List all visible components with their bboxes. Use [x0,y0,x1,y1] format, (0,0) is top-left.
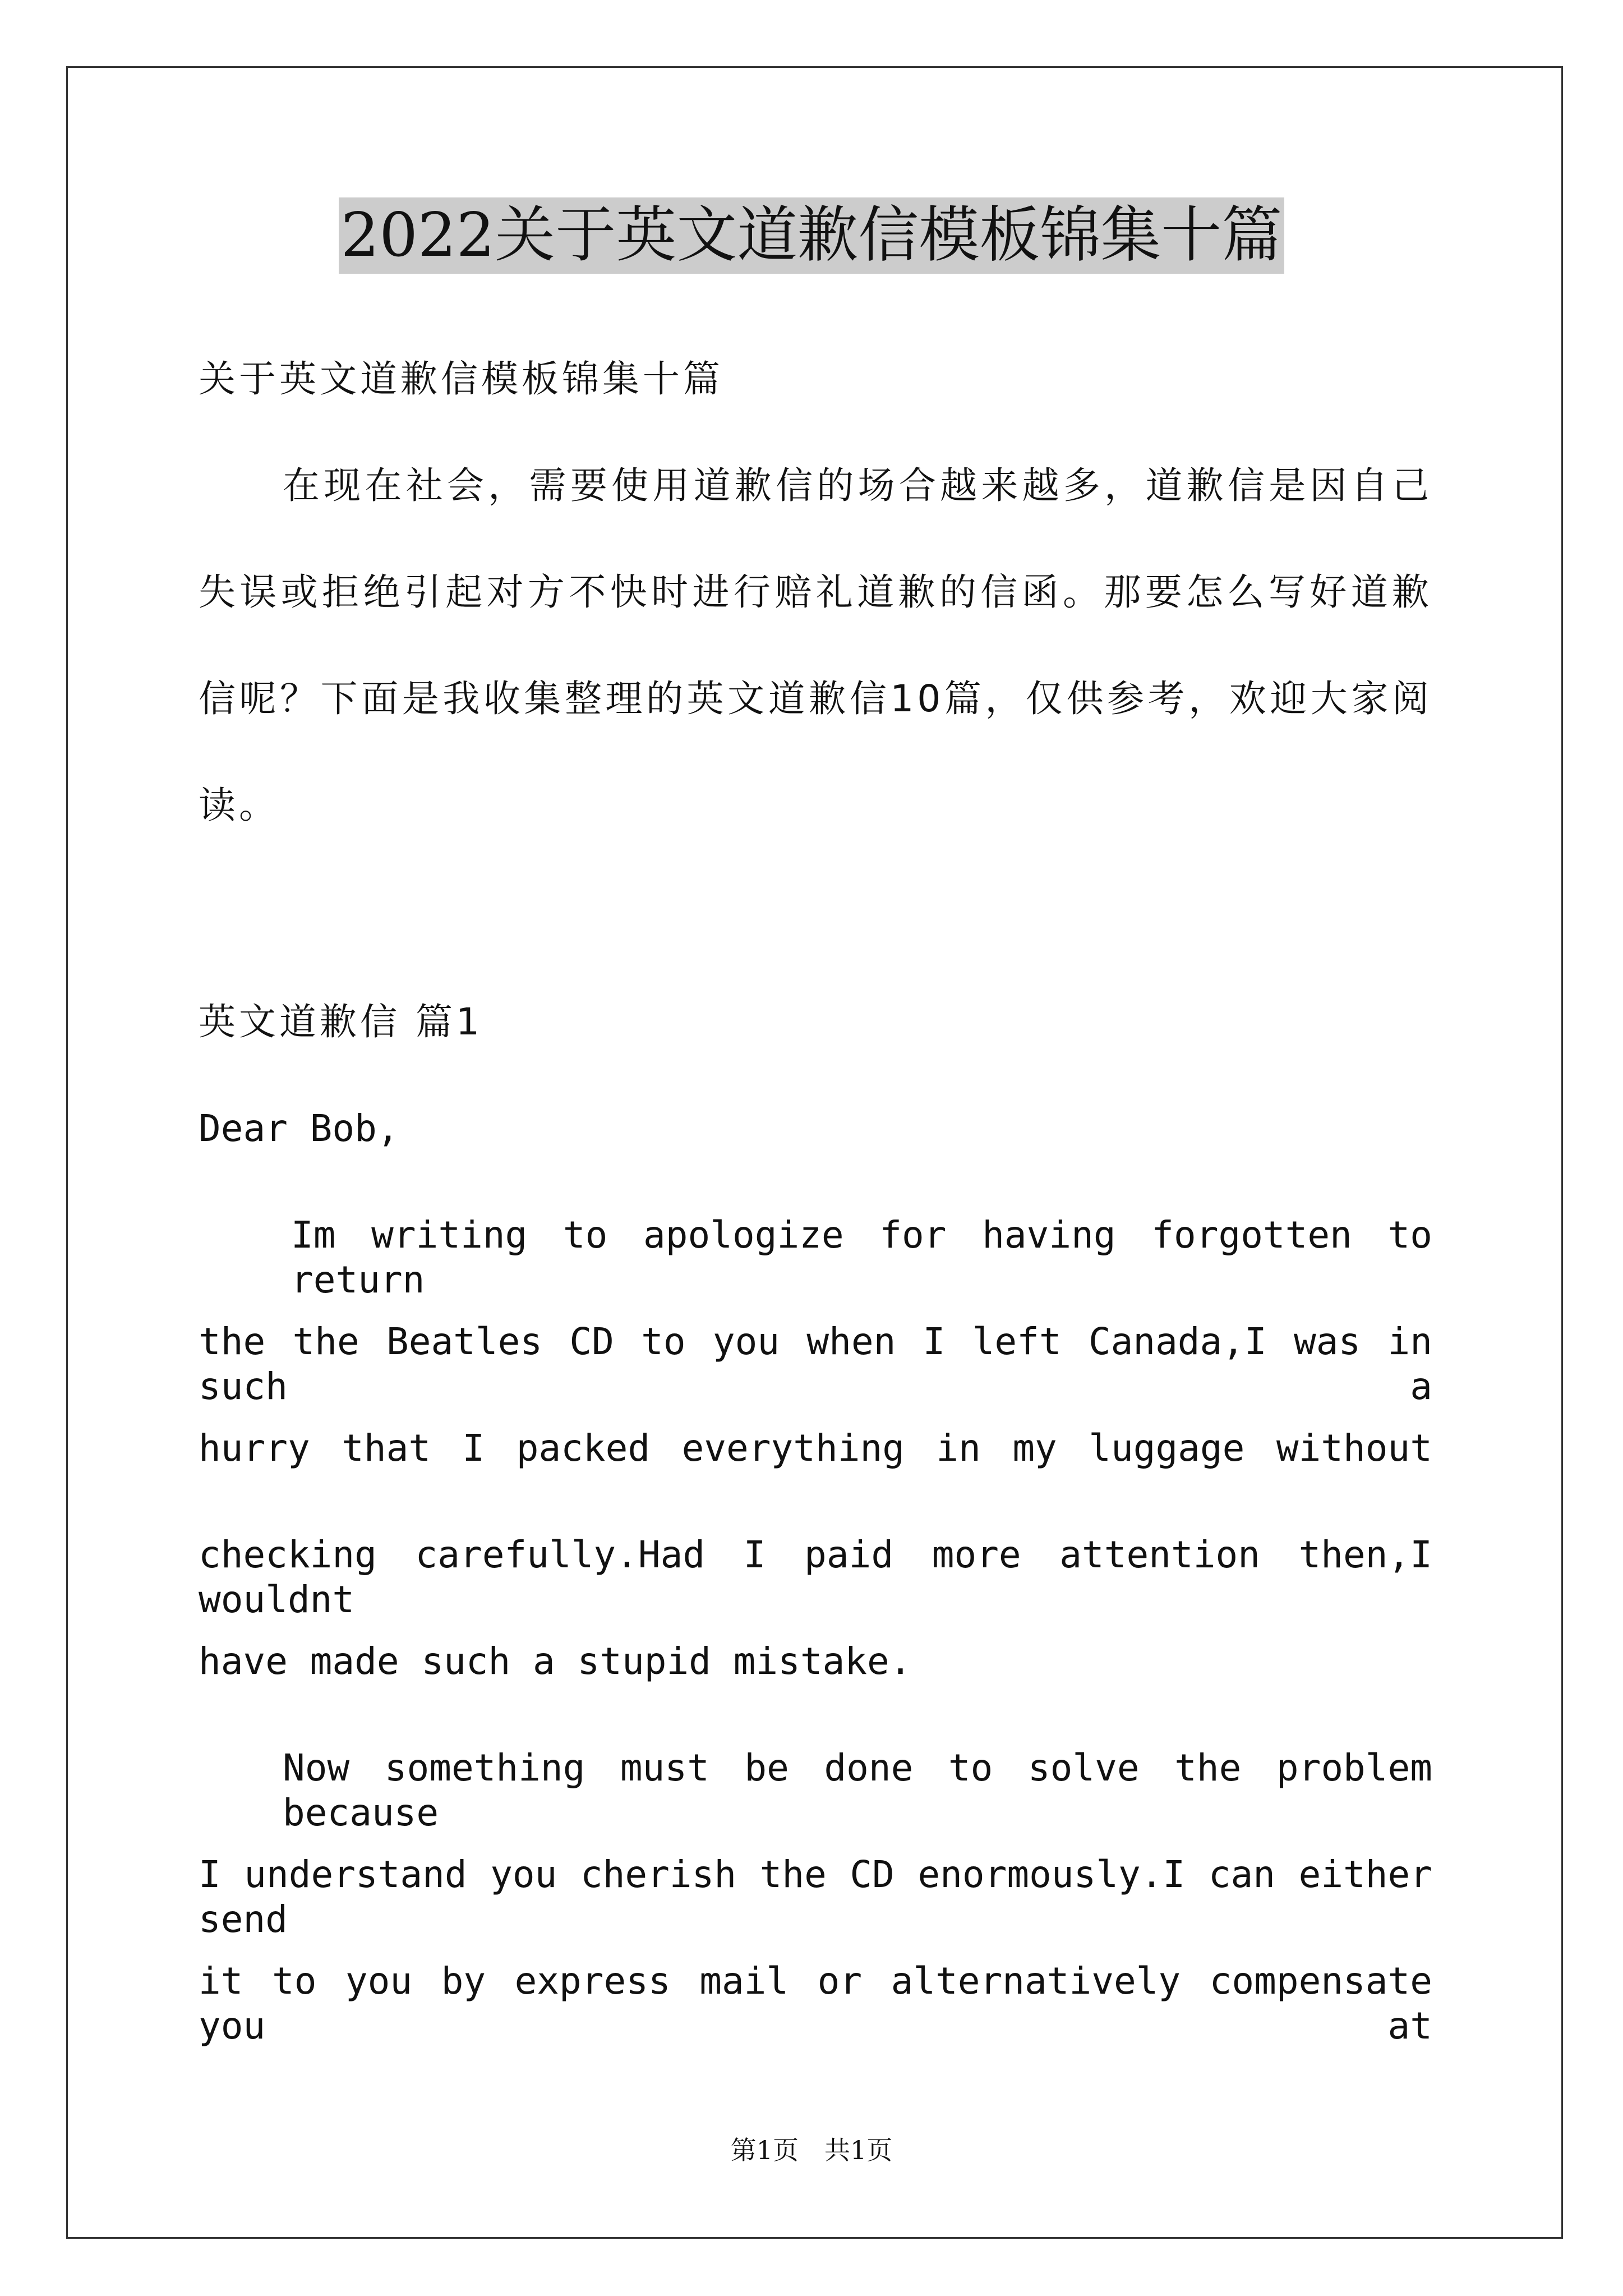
paragraph1-line-2: the the Beatles CD to you when I left Canada,I was in such a [199,1320,1432,1408]
paragraph1-line-5: have made such a stupid mistake. [199,1640,912,1683]
section-heading: 英文道歉信 篇1 [199,1000,483,1043]
intro-line-3: 信呢？下面是我收集整理的英文道歉信10篇，仅供参考，欢迎大家阅 [199,677,1432,720]
paragraph1-line-1: Im writing to apologize for having forgotten to return [291,1213,1432,1301]
title-container [0,197,1623,274]
paragraph1-line-3: hurry that I packed everything in my luggage without [199,1427,1432,1470]
paragraph2-line-1: Now something must be done to solve the problem because [283,1746,1432,1834]
paragraph2-line-2: I understand you cherish the CD enormously.I can either send [199,1853,1432,1941]
intro-line-1: 在现在社会，需要使用道歉信的场合越来越多，道歉信是因自己 [283,464,1432,507]
intro-line-4: 读。 [199,784,279,827]
paragraph2-line-3: it to you by express mail or alternatively compensate you at [199,1959,1432,2047]
salutation: Dear Bob, [199,1107,399,1150]
intro-line-2: 失误或拒绝引起对方不快时进行赔礼道歉的信函。那要怎么写好道歉 [199,570,1432,614]
page-footer: 第1页 共1页 [730,2135,893,2165]
document-title: 2022关于英文道歉信模板锦集十篇 [339,197,1285,274]
subtitle: 关于英文道歉信模板锦集十篇 [199,357,723,401]
paragraph1-line-4: checking carefully.Had I paid more attention then,I wouldnt [199,1533,1432,1621]
